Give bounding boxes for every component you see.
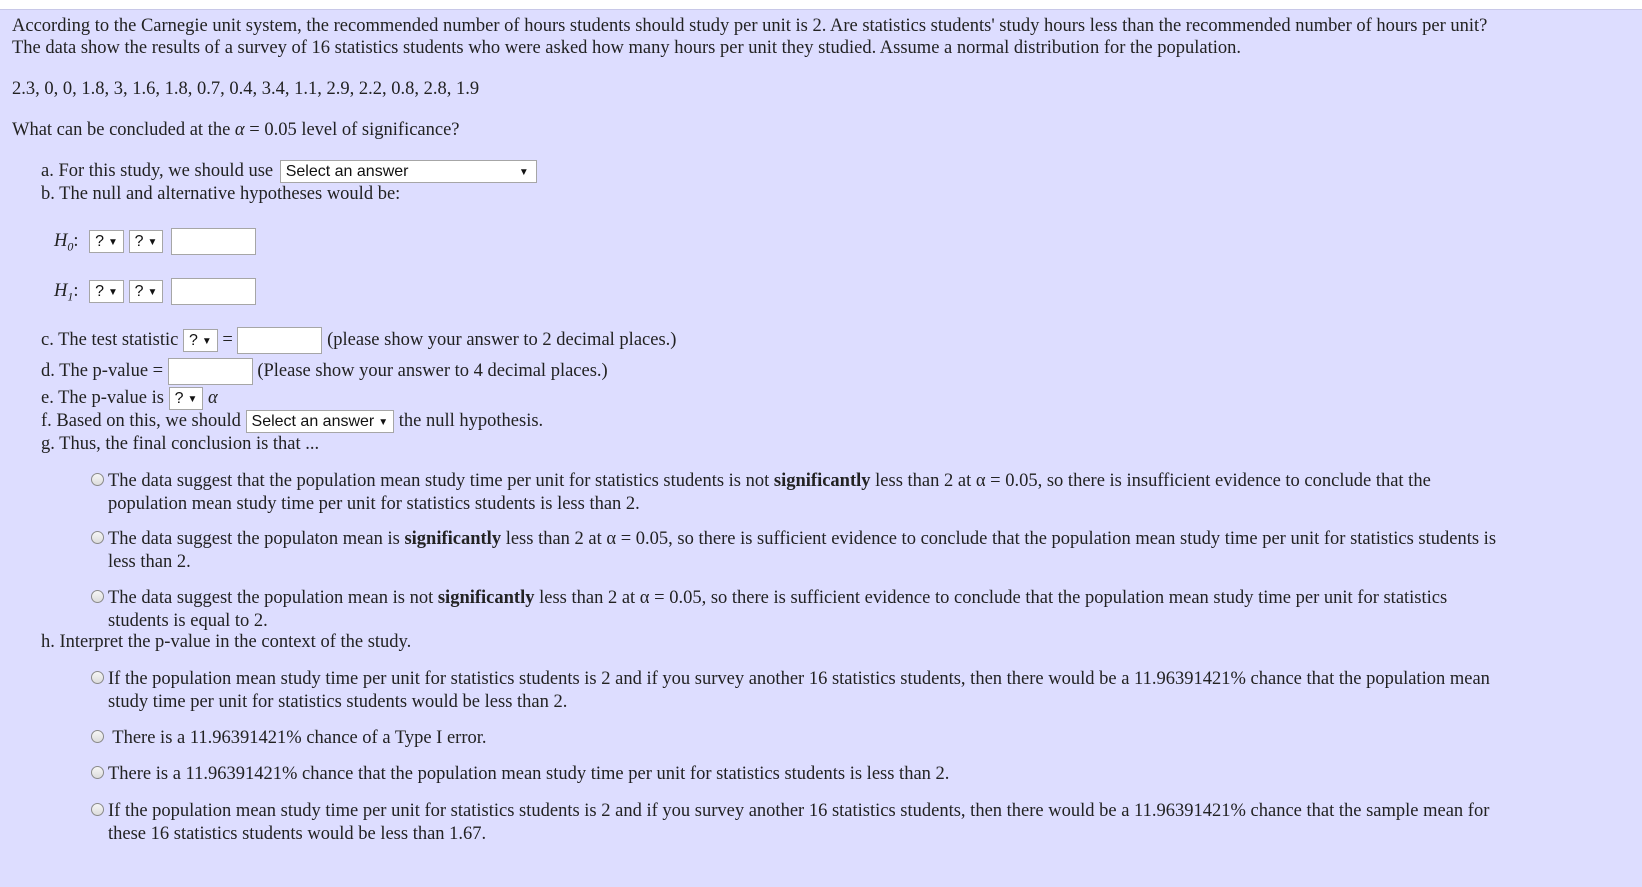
part-c-note: (please show your answer to 2 decimal places.) [327, 329, 677, 350]
interpretation-radio-2[interactable] [91, 730, 104, 743]
h0-symbol: $H_0$ [54, 230, 74, 254]
part-d-note: (Please show your answer to 4 decimal places.) [257, 360, 608, 381]
part-e [41, 387, 218, 410]
study-type-select-value: Select an answer [285, 163, 409, 181]
h1-parameter-select[interactable]: ? ▼ [89, 280, 124, 303]
chevron-down-icon: ▼ [108, 237, 118, 248]
decision-select[interactable]: Select an answer ▼ [246, 410, 395, 433]
conclusion-option-2: The data suggest the populaton mean is significantly less than 2 at α = 0.05, so there is sufficient evidence to conclude that the population mean study time per unit for statistics students is less than 2. [108, 529, 1497, 572]
interpretation-option-1: If the population mean study time per unit for statistics students is 2 and if you survey another 16 statistics students, then there would be a 11.96391421% chance that the population mean study time per unit for statistics students would be less than 2. [108, 669, 1490, 712]
interpretation-radio-4[interactable] [91, 803, 104, 816]
interpretation-option-2: There is a 11.96391421% chance of a Type I error. [108, 728, 487, 748]
part-c [41, 327, 676, 354]
chevron-down-icon: ▼ [201, 336, 212, 347]
equals-sign: = [222, 329, 233, 350]
conclusion-radio-1[interactable] [91, 473, 104, 486]
intro-line-1: According to the Carnegie unit system, the recommended number of hours students should study per unit is 2. Are statistics students' study hours less than the recommended number of hours per unit? [12, 16, 1488, 36]
part-f-after: the null hypothesis. [398, 411, 544, 431]
h0-value-input[interactable] [171, 228, 256, 255]
h0-parameter-select[interactable]: ? ▼ [89, 230, 124, 253]
chevron-down-icon: ▼ [378, 417, 389, 429]
question-before: What can be concluded at the [12, 120, 235, 140]
test-statistic-select[interactable]: ? ▼ [183, 329, 218, 352]
interpretation-option-3: There is a 11.96391421% chance that the population mean study time per unit for statistics students is less than 2. [108, 764, 950, 784]
conclusion-option-1: The data suggest that the population mean study time per unit for statistics students is not significantly less than 2 at α = 0.05, so there is insufficient evidence to conclude that the population mean study time per unit for statistics students is less than 2. [108, 471, 1431, 514]
p-value-input[interactable] [168, 358, 253, 385]
h1-value-input[interactable] [171, 278, 256, 305]
h1-operator-select[interactable]: ? ▼ [129, 280, 164, 303]
conclusion-option-3: The data suggest the population mean is not significantly less than 2 at α = 0.05, so there is sufficient evidence to conclude that the population mean study time per unit for statistics students is equal to 2. [108, 588, 1448, 631]
data-values: 2.3, 0, 0, 1.8, 3, 1.6, 1.8, 0.7, 0.4, 3.4, 1.1, 2.9, 2.2, 0.8, 2.8, 1.9 [12, 79, 480, 99]
h1-colon: : [73, 280, 79, 301]
part-h-label: h. Interpret the p-value in the context of the study. [41, 632, 412, 652]
h0-colon: : [73, 230, 79, 251]
part-f [41, 410, 543, 433]
question-panel [0, 9, 1642, 887]
h1-row [54, 278, 256, 308]
alpha-symbol: α [208, 388, 218, 408]
part-a-label: a. For this study, we should use [41, 161, 274, 181]
h0-row [54, 228, 256, 258]
intro-line-2: The data show the results of a survey of 16 statistics students who were asked how many hours per unit they studied. Assume a normal distribution for the population. [12, 38, 1242, 58]
part-a [41, 160, 537, 183]
interpretation-radio-1[interactable] [91, 671, 104, 684]
alpha-symbol: α [234, 120, 245, 140]
chevron-down-icon: ▼ [147, 237, 158, 248]
conclusion-radio-2[interactable] [91, 531, 104, 544]
chevron-down-icon: ▼ [187, 394, 198, 406]
part-d [41, 358, 608, 385]
h1-symbol: $H_1$ [54, 280, 74, 304]
conclusion-radio-3[interactable] [91, 590, 104, 603]
test-statistic-input[interactable] [237, 327, 322, 354]
chevron-down-icon: ▼ [518, 167, 529, 179]
question-text [12, 119, 460, 142]
interpretation-option-4: If the population mean study time per unit for statistics students is 2 and if you survey another 16 statistics students, then there would be a 11.96391421% chance that the sample mean for these 16 statistics students would be less than 1.67. [108, 801, 1490, 844]
chevron-down-icon: ▼ [147, 287, 158, 298]
part-c-label: c. The test statistic [41, 329, 179, 350]
p-value-compare-select[interactable]: ? ▼ [169, 387, 204, 410]
interpretation-radio-3[interactable] [91, 766, 104, 779]
question-after: = 0.05 level of significance? [244, 120, 460, 140]
study-type-select[interactable] [280, 160, 537, 183]
part-b-label: b. The null and alternative hypotheses would be: [41, 184, 401, 204]
part-e-label: e. The p-value is [41, 388, 164, 408]
h0-operator-select[interactable]: ? ▼ [129, 230, 164, 253]
part-f-label: f. Based on this, we should [41, 411, 241, 431]
part-g-label: g. Thus, the final conclusion is that ... [41, 434, 320, 454]
part-d-label: d. The p-value = [41, 360, 164, 381]
chevron-down-icon: ▼ [108, 287, 118, 298]
